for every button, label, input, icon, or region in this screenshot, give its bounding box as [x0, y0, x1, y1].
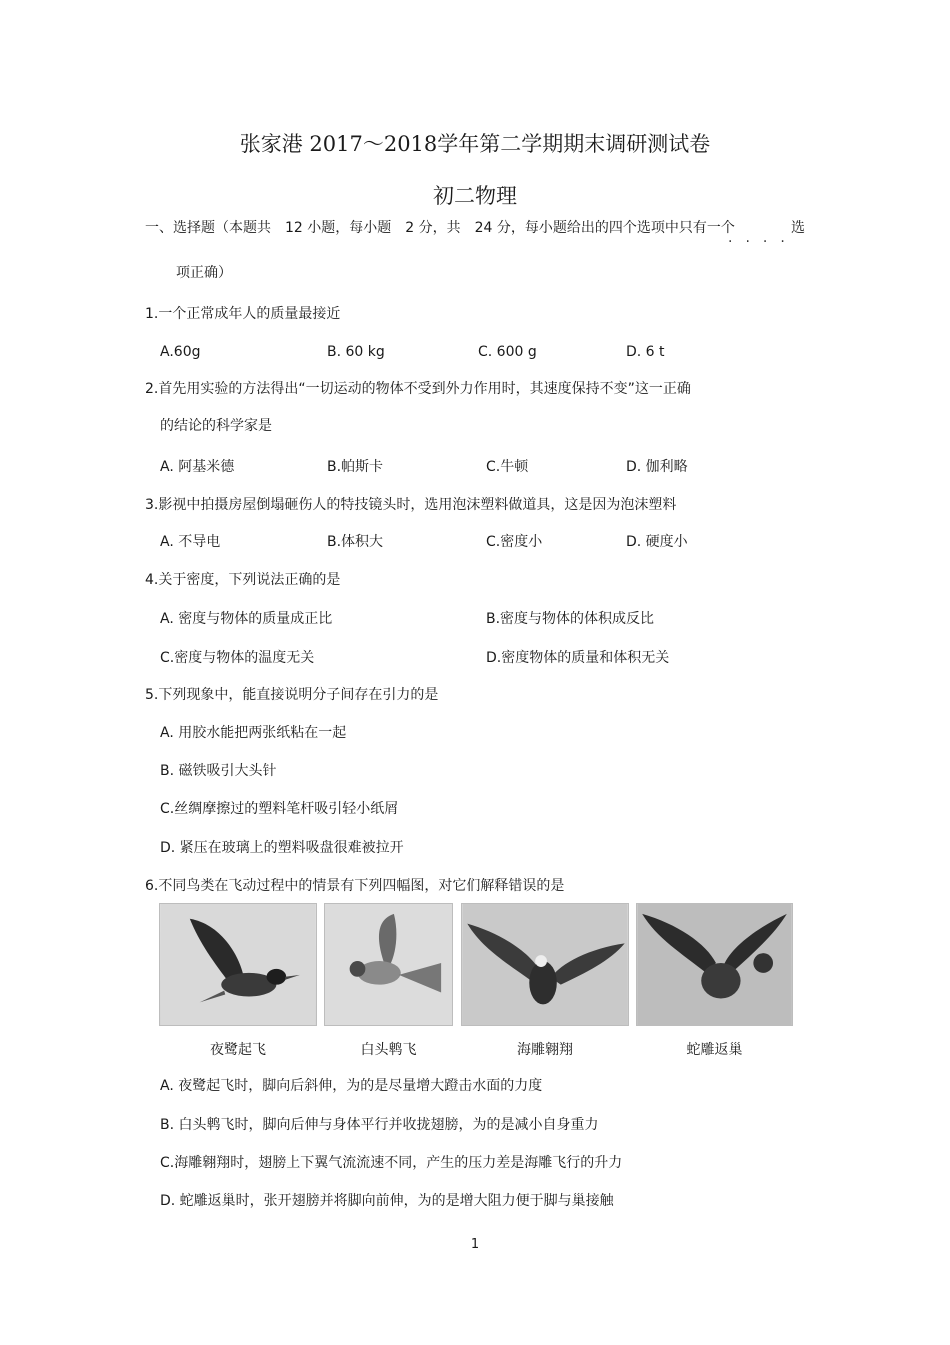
photo-caption-1: 夜鹭起飞 [210, 1042, 266, 1058]
night-heron-photo [159, 903, 317, 1026]
section-heading-line1: 一、选择题（本题共 12 小题，每小题 2 分，共 24 分，每小题给出的四个选项中只有一个 [145, 220, 735, 236]
question-3-option-d: D. 硬度小 [626, 534, 688, 550]
question-5-option-a: A. 用胶水能把两张纸粘在一起 [160, 725, 347, 741]
question-6-option-b: B. 白头鹎飞时，脚向后伸与身体平行并收拢翅膀，为的是减小自身重力 [160, 1117, 599, 1133]
page-title: 张家港 2017～2018学年第二学期期末调研测试卷 [239, 132, 711, 156]
section-heading-tail: 选 [791, 220, 805, 236]
question-5-stem: 5.下列现象中，能直接说明分子间存在引力的是 [145, 687, 439, 703]
photo-caption-4: 蛇雕返巢 [686, 1042, 743, 1058]
question-2-option-d: D. 伽利略 [626, 459, 688, 475]
question-2-option-a: A. 阿基米德 [160, 459, 235, 475]
question-5-option-d: D. 紧压在玻璃上的塑料吸盘很难被拉开 [160, 840, 404, 856]
question-4-option-d: D.密度物体的质量和体积无关 [486, 650, 670, 666]
question-3-option-c: C.密度小 [486, 534, 543, 550]
question-6-option-d: D. 蛇雕返巢时，张开翅膀并将脚向前伸，为的是增大阻力便于脚与巢接触 [160, 1193, 614, 1209]
question-3-option-b: B.体积大 [327, 534, 384, 550]
question-2-option-b: B.帕斯卡 [327, 459, 384, 475]
question-3-stem: 3.影视中拍摄房屋倒塌砸伤人的特技镜头时，选用泡沫塑料做道具，这是因为泡沫塑料 [145, 497, 677, 513]
question-4-option-c: C.密度与物体的温度无关 [160, 650, 315, 666]
bulbul-photo [324, 903, 453, 1026]
crested-serpent-eagle-photo [636, 903, 793, 1026]
question-6-option-c: C.海雕翱翔时，翅膀上下翼气流流速不同，产生的压力差是海雕飞行的升力 [160, 1155, 623, 1171]
page-subtitle: 初二物理 [433, 184, 517, 208]
question-4-option-a: A. 密度与物体的质量成正比 [160, 611, 333, 627]
question-4-option-b: B.密度与物体的体积成反比 [486, 611, 655, 627]
question-5-option-c: C.丝绸摩擦过的塑料笔杆吸引轻小纸屑 [160, 801, 399, 817]
question-1-option-a: A.60g [160, 344, 201, 360]
question-1-option-b: B. 60 kg [327, 344, 385, 360]
question-6-option-a: A. 夜鹭起飞时，脚向后斜伸，为的是尽量增大蹬击水面的力度 [160, 1078, 543, 1094]
sea-eagle-photo [461, 903, 629, 1026]
photo-caption-2: 白头鹎飞 [360, 1042, 417, 1058]
question-1-option-c: C. 600 g [478, 344, 537, 360]
question-1-stem: 1.一个正常成年人的质量最接近 [145, 306, 341, 322]
question-4-stem: 4.关于密度，下列说法正确的是 [145, 572, 341, 588]
question-3-option-a: A. 不导电 [160, 534, 221, 550]
page-number: 1 [470, 1237, 480, 1252]
question-5-option-b: B. 磁铁吸引大头针 [160, 763, 277, 779]
question-2-stem-line2: 的结论的科学家是 [160, 418, 272, 434]
question-2-option-c: C.牛顿 [486, 459, 529, 475]
question-1-option-d: D. 6 t [626, 344, 665, 360]
question-6-stem: 6.不同鸟类在飞动过程中的情景有下列四幅图，对它们解释错误的是 [145, 878, 565, 894]
photo-caption-3: 海雕翱翔 [517, 1042, 573, 1058]
question-2-stem: 2.首先用实验的方法得出“一切运动的物体不受到外力作用时，其速度保持不变”这一正确 [145, 381, 691, 397]
emphasis-dots: ···· [728, 234, 798, 250]
section-heading-line2: 项正确） [176, 265, 232, 281]
